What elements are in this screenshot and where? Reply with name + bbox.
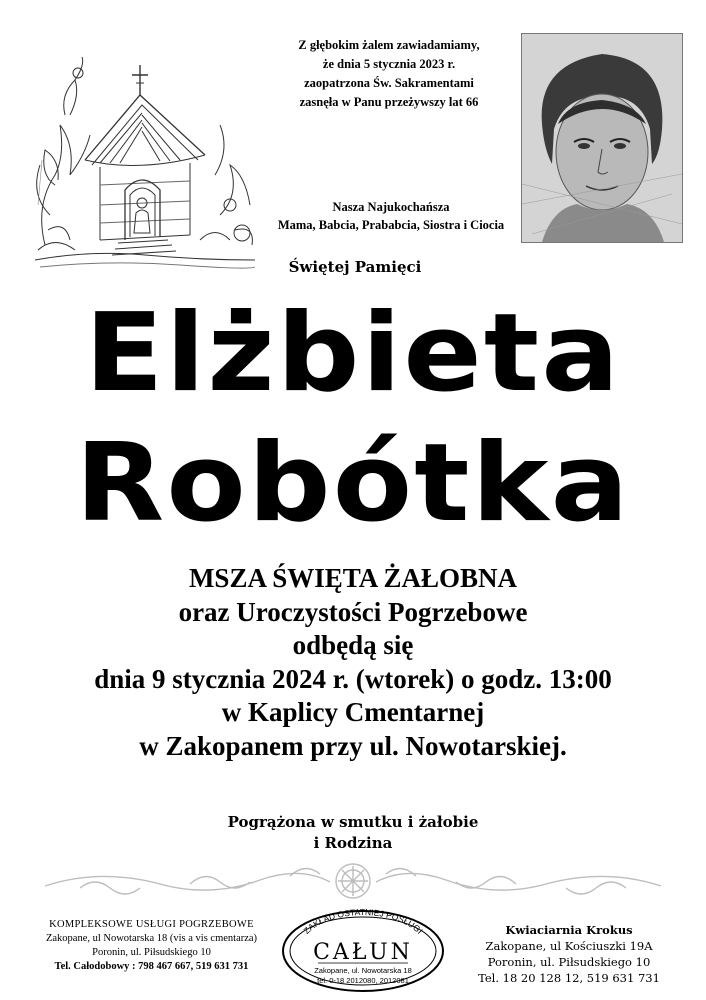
mourners-line: Pogrążona w smutku i żałobie (227, 813, 479, 831)
service-line: dnia 9 stycznia 2024 r. (wtorek) o godz. 13:00 (94, 663, 612, 694)
funeral-service-info (0, 562, 706, 763)
intro-line: że dnia 5 stycznia 2023 r. (322, 57, 456, 71)
calun-seal-logo (278, 907, 448, 995)
florist-name: Kwiaciarnia Krokus (505, 923, 633, 937)
relation-line: Nasza Najukochańsza (332, 200, 450, 214)
portrait-sketch (522, 34, 682, 242)
intro-line: zasnęła w Panu przeżywszy lat 66 (299, 95, 479, 109)
mourners-line: i Rodzina (313, 834, 393, 852)
in-memory-heading: Świętej Pamięci (288, 258, 422, 276)
funeral-home-info (14, 918, 289, 974)
funeral-home-address: Poronin, ul. Piłsudskiego 10 (92, 947, 211, 958)
seal-name: CAŁUN (313, 940, 413, 965)
ornament-divider (40, 858, 666, 904)
service-line: oraz Uroczystości Pogrzebowe (178, 596, 528, 627)
mourners-signature (0, 812, 706, 854)
seal-address: Zakopane, ul. Nowotarska 18 (314, 966, 412, 975)
intro-line: zaopatrzona Św. Sakramentami (304, 76, 474, 90)
service-line: MSZA ŚWIĘTA ŻAŁOBNA (188, 563, 518, 593)
florist-address: Zakopane, ul Kościuszki 19A (485, 939, 653, 953)
funeral-home-phone: Tel. Całodobowy : 798 467 667, 519 631 731 (54, 961, 249, 972)
service-line: w Zakopanem przy ul. Nowotarskiej. (139, 730, 567, 761)
funeral-home-title: KOMPLEKSOWE USŁUGI POGRZEBOWE (49, 919, 254, 930)
relation-line: Mama, Babcia, Prababcia, Siostra i Ciocia (277, 218, 505, 232)
seal-arc-text: ZAKŁAD OSTATNIEJ POSŁUGI (301, 907, 425, 936)
seal-phone: tel. 0-18 2012080, 2012081 (317, 976, 409, 985)
deceased-last-name: Robótka (75, 421, 631, 546)
funeral-home-address: Zakopane, ul Nowotarska 18 (vis a vis cmentarza) (45, 933, 258, 944)
deceased-first-name: Elżbieta (84, 291, 622, 416)
florist-info (444, 922, 694, 986)
florist-address: Poronin, ul. Piłsudskiego 10 (487, 955, 651, 969)
intro-line: Z głębokim żalem zawiadamiamy, (298, 38, 480, 52)
florist-phone: Tel. 18 20 128 12, 519 631 731 (478, 971, 660, 985)
service-line: odbędą się (292, 630, 414, 660)
portrait-photo (521, 33, 683, 243)
chapel-illustration (30, 55, 260, 270)
service-line: w Kaplicy Cmentarnej (221, 697, 485, 727)
family-relation (262, 198, 520, 234)
death-announcement-intro (268, 36, 510, 112)
